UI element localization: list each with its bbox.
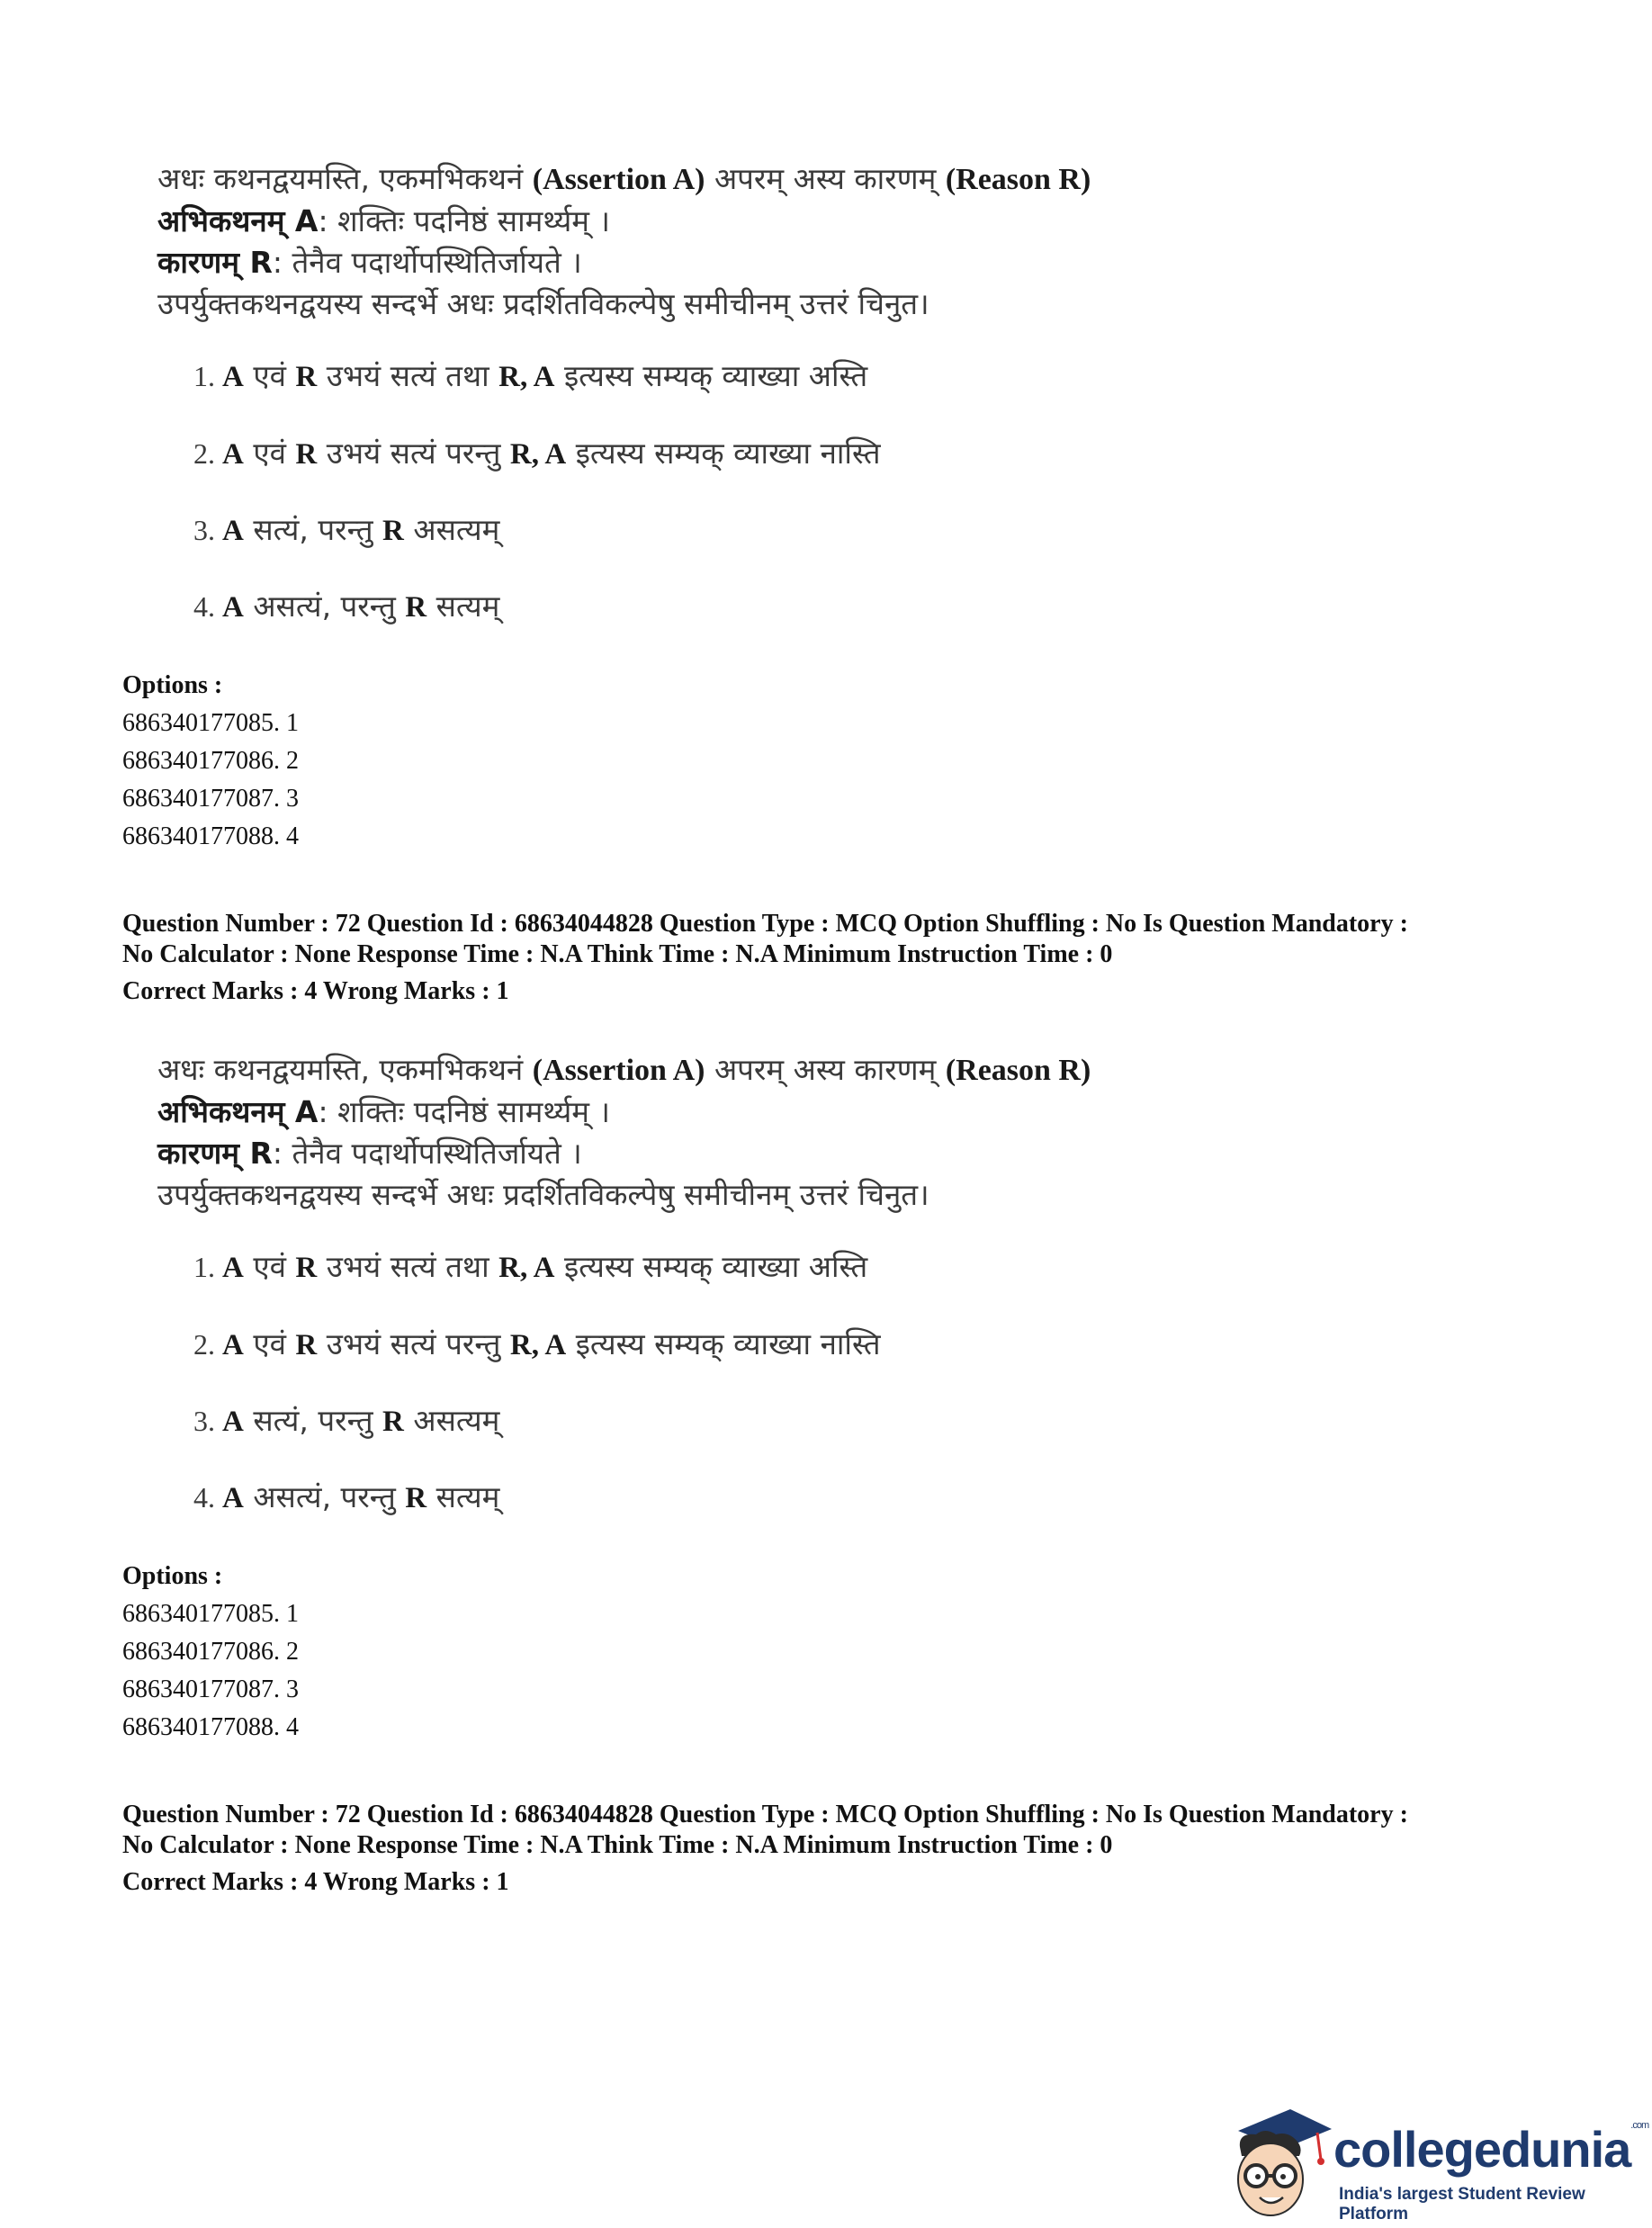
- option-item: 686340177087. 3: [122, 785, 299, 813]
- option-item: 686340177086. 2: [122, 747, 299, 775]
- choice-symbol: R, A: [509, 438, 567, 471]
- choice-text: इत्यस्य सम्यक् व्याख्या अस्ति: [554, 1249, 868, 1284]
- choice-list-item: [193, 1476, 499, 1516]
- option-item: 686340177088. 4: [122, 1713, 299, 1741]
- choice-symbol: R: [295, 361, 318, 393]
- instruction-line: उपर्युक्तकथनद्वयस्य सन्दर्भे अधः प्रदर्शितविकल्पेषु समीचीनम् उत्तरं चिनुत।: [157, 1177, 929, 1212]
- choice-symbol: R, A: [498, 1252, 555, 1284]
- choice-number: 1.: [193, 1251, 222, 1283]
- options-title: Options :: [122, 1562, 223, 1590]
- choice-list-item: [193, 1399, 499, 1440]
- assertion-line: अभिकथनम् A: शक्तिः पदनिष्ठं सामर्थ्यम् ।: [157, 203, 610, 238]
- choice-text: उभयं सत्यं तथा: [317, 358, 499, 393]
- choice-symbol: A: [222, 591, 244, 624]
- meta-line-1: Question Number : 72 Question Id : 68634044828 Question Type : MCQ Option Shuffling : No Is Question Mandatory :: [122, 1801, 1408, 1828]
- choice-text: असत्यं, परन्तु: [243, 588, 406, 624]
- choice-text: असत्यं, परन्तु: [243, 1479, 406, 1514]
- choice-text: एवं: [243, 358, 296, 393]
- choice-text: इत्यस्य सम्यक् व्याख्या अस्ति: [554, 358, 868, 393]
- options-title: Options :: [122, 671, 223, 699]
- choice-symbol: R: [382, 515, 404, 547]
- choice-number: 2.: [193, 1328, 222, 1361]
- option-item: 686340177086. 2: [122, 1638, 299, 1666]
- choice-symbol: A: [222, 361, 244, 393]
- collegedunia-logo: [1220, 2097, 1649, 2224]
- choice-text: असत्यम्: [403, 512, 500, 547]
- meta-line-2: No Calculator : None Response Time : N.A Think Time : N.A Minimum Instruction Time : 0: [122, 940, 1113, 968]
- choice-symbol: R: [295, 1329, 318, 1361]
- choice-symbol: R: [295, 1252, 318, 1284]
- choice-text: सत्यम्: [426, 588, 500, 624]
- question-intro: अधः कथनद्वयमस्ति, एकमभिकथनं (Assertion A) अपरम् अस्य कारणम् (Reason R): [157, 161, 1091, 196]
- choice-text: इत्यस्य सम्यक् व्याख्या नास्ति: [566, 436, 881, 471]
- choice-list-item: [193, 508, 499, 549]
- assertion-line: अभिकथनम् A: शक्तिः पदनिष्ठं सामर्थ्यम् ।: [157, 1094, 610, 1129]
- meta-line-2: No Calculator : None Response Time : N.A Think Time : N.A Minimum Instruction Time : 0: [122, 1831, 1113, 1859]
- choice-symbol: R: [382, 1406, 404, 1438]
- choice-list-item: [193, 1323, 881, 1363]
- question-intro: अधः कथनद्वयमस्ति, एकमभिकथनं (Assertion A) अपरम् अस्य कारणम् (Reason R): [157, 1052, 1091, 1087]
- choice-number: 4.: [193, 1481, 222, 1514]
- choice-list-item: [193, 432, 881, 472]
- choice-symbol: A: [222, 515, 244, 547]
- question-image-1: [157, 158, 1327, 624]
- choice-text: सत्यं, परन्तु: [243, 1403, 383, 1438]
- option-item: 686340177085. 1: [122, 1600, 299, 1628]
- choice-symbol: R: [405, 591, 427, 624]
- question-meta-1: [122, 909, 1562, 1007]
- logo-tagline: India's largest Student Review Platform: [1339, 2185, 1585, 2224]
- choice-number: 4.: [193, 590, 222, 623]
- choice-symbol: A: [222, 1482, 244, 1514]
- option-item: 686340177087. 3: [122, 1675, 299, 1703]
- choice-symbol: R, A: [498, 361, 555, 393]
- choice-list-item: [193, 585, 499, 625]
- choice-text: एवं: [243, 436, 296, 471]
- choice-text: इत्यस्य सम्यक् व्याख्या नास्ति: [566, 1326, 881, 1361]
- meta-line-3: Correct Marks : 4 Wrong Marks : 1: [122, 1868, 509, 1896]
- choice-symbol: A: [222, 1406, 244, 1438]
- choice-number: 1.: [193, 360, 222, 392]
- choice-symbol: R, A: [509, 1329, 567, 1361]
- choice-list-item: [193, 1245, 867, 1286]
- choice-number: 3.: [193, 514, 222, 546]
- choice-text: सत्यं, परन्तु: [243, 512, 383, 547]
- choice-symbol: A: [222, 1252, 244, 1284]
- choice-list-item: [193, 355, 867, 395]
- choice-text: एवं: [243, 1326, 296, 1361]
- logo-wordmark: collegedunia$^{.com}$: [1333, 2120, 1649, 2178]
- choice-symbol: A: [222, 438, 244, 471]
- choice-symbol: R: [295, 438, 318, 471]
- reason-line: कारणम् R: तेनैव पदार्थोपस्थितिर्जायते ।: [157, 245, 582, 280]
- options-block-2: [122, 1558, 299, 1747]
- choice-text: एवं: [243, 1249, 296, 1284]
- choice-text: उभयं सत्यं परन्तु: [317, 436, 510, 471]
- meta-line-3: Correct Marks : 4 Wrong Marks : 1: [122, 977, 509, 1005]
- options-block-1: [122, 667, 299, 856]
- choice-number: 3.: [193, 1405, 222, 1437]
- choice-symbol: A: [222, 1329, 244, 1361]
- choice-text: सत्यम्: [426, 1479, 500, 1514]
- question-meta-2: [122, 1800, 1562, 1898]
- mascot-icon: [1220, 2097, 1337, 2223]
- option-item: 686340177085. 1: [122, 709, 299, 737]
- meta-line-1: Question Number : 72 Question Id : 68634044828 Question Type : MCQ Option Shuffling : No Is Question Mandatory :: [122, 910, 1408, 938]
- choice-text: उभयं सत्यं परन्तु: [317, 1326, 510, 1361]
- reason-line: कारणम् R: तेनैव पदार्थोपस्थितिर्जायते ।: [157, 1136, 582, 1171]
- instruction-line: उपर्युक्तकथनद्वयस्य सन्दर्भे अधः प्रदर्शितविकल्पेषु समीचीनम् उत्तरं चिनुत।: [157, 286, 929, 321]
- choice-text: असत्यम्: [403, 1403, 500, 1438]
- choice-symbol: R: [405, 1482, 427, 1514]
- choice-text: उभयं सत्यं तथा: [317, 1249, 499, 1284]
- question-image-2: [157, 1049, 1327, 1514]
- choice-number: 2.: [193, 437, 222, 470]
- option-item: 686340177088. 4: [122, 822, 299, 850]
